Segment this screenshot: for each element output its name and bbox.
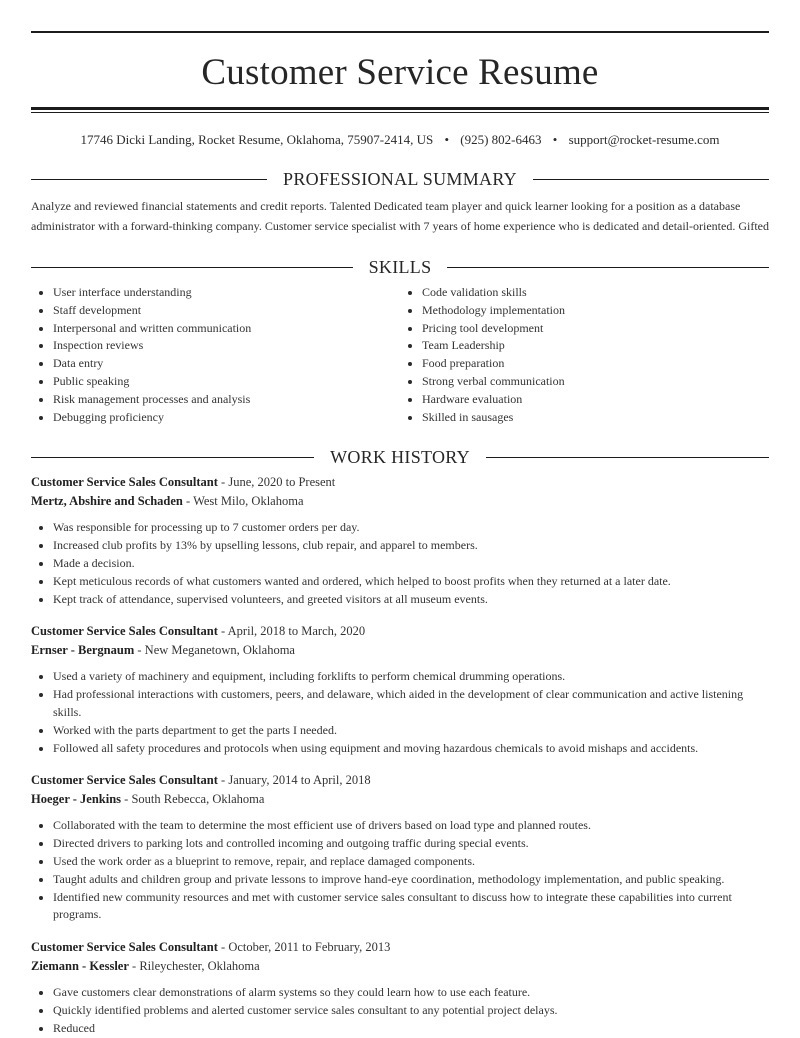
skills-heading — [31, 256, 769, 278]
job-company-line: Ziemann - Kessler - Rileychester, Oklahoma — [31, 959, 260, 974]
skill-item: Risk management processes and analysis — [53, 391, 400, 409]
job-entry — [31, 473, 769, 608]
work-history — [31, 473, 769, 1037]
skill-item: Data entry — [53, 355, 400, 373]
skill-item: Pricing tool development — [422, 320, 769, 338]
skill-item: Staff development — [53, 302, 400, 320]
job-title: Customer Service Sales Consultant — [31, 475, 218, 490]
bullet-separator: • — [552, 132, 558, 147]
skill-item: Public speaking — [53, 373, 400, 391]
skill-item: Code validation skills — [422, 284, 769, 302]
job-bullet: Gave customers clear demonstrations of alarm systems so they could learn how to use each feature. — [53, 984, 769, 1002]
skill-item: Team Leadership — [422, 337, 769, 355]
job-bullet: Followed all safety procedures and protocols when using equipment and moving hazardous chemicals to avoid mishaps and accidents. — [53, 740, 769, 758]
job-bullets — [31, 668, 769, 757]
skills-column-left — [31, 284, 400, 426]
job-bullet: Taught adults and children group and private lessons to improve hand-eye coordination, methodology implementation, and public speaking. — [53, 871, 769, 889]
job-bullet: Identified new community resources and met with customer service sales consultant to discuss how to integrate these capabilities into current programs. — [53, 889, 769, 925]
contact-phone: (925) 802-6463 — [460, 132, 542, 147]
summary-heading-label: PROFESSIONAL SUMMARY — [283, 168, 517, 189]
skill-item: Skilled in sausages — [422, 409, 769, 427]
top-rule — [31, 31, 769, 33]
skill-item: Hardware evaluation — [422, 391, 769, 409]
job-entry — [31, 622, 769, 757]
job-title-line: Customer Service Sales Consultant - January, 2014 to April, 2018 — [31, 773, 371, 788]
job-location: South Rebecca, Oklahoma — [131, 792, 265, 807]
job-entry — [31, 938, 769, 1037]
job-entry — [31, 771, 769, 924]
job-company-line: Hoeger - Jenkins - South Rebecca, Oklahoma — [31, 792, 265, 807]
skill-item: Food preparation — [422, 355, 769, 373]
skills-heading-label: SKILLS — [368, 256, 432, 277]
job-bullet: Used the work order as a blueprint to remove, repair, and replace damaged components. — [53, 853, 769, 871]
skill-item: Debugging proficiency — [53, 409, 400, 427]
job-location: New Meganetown, Oklahoma — [144, 643, 295, 658]
job-company: Ernser - Bergnaum — [31, 643, 135, 658]
job-title: Customer Service Sales Consultant — [31, 773, 218, 788]
job-location: West Milo, Oklahoma — [193, 494, 304, 509]
skill-item: Inspection reviews — [53, 337, 400, 355]
work-heading — [31, 446, 769, 468]
job-bullet: Made a decision. — [53, 555, 769, 573]
job-company: Mertz, Abshire and Schaden — [31, 494, 183, 509]
job-title: Customer Service Sales Consultant — [31, 624, 218, 639]
job-dates: June, 2020 to Present — [228, 475, 336, 490]
job-dates: January, 2014 to April, 2018 — [228, 773, 371, 788]
job-company: Hoeger - Jenkins — [31, 792, 122, 807]
summary-text: Analyze and reviewed financial statements and credit reports. Talented Dedicated team player and quick learner looking for a position as a database administrator with a forward-thinking company. Customer service specialist with 7 years of home experience who is dedicated and detail-oriented. Gifted — [31, 199, 769, 233]
job-title-line: Customer Service Sales Consultant - October, 2011 to February, 2013 — [31, 940, 391, 955]
contact-address: 17746 Dicki Landing, Rocket Resume, Oklahoma, 75907-2414, US — [80, 132, 434, 147]
job-title: Customer Service Sales Consultant — [31, 940, 218, 955]
job-bullet: Had professional interactions with customers, peers, and delaware, which aided in the development of clear communication and active listening skills. — [53, 686, 769, 722]
contact-email: support@rocket-resume.com — [568, 132, 720, 147]
job-bullet: Reduced — [53, 1020, 769, 1038]
job-bullet: Directed drivers to parking lots and controlled incoming and outgoing traffic during special events. — [53, 835, 769, 853]
job-company: Ziemann - Kessler — [31, 959, 129, 974]
job-bullets — [31, 519, 769, 608]
resume-title: Customer Service Resume — [201, 52, 599, 93]
job-bullet: Used a variety of machinery and equipment, including forklifts to perform chemical drumming operations. — [53, 668, 769, 686]
job-company-line: Mertz, Abshire and Schaden - West Milo, Oklahoma — [31, 494, 304, 509]
job-bullet: Was responsible for processing up to 7 customer orders per day. — [53, 519, 769, 537]
job-bullet: Increased club profits by 13% by upselling lessons, club repair, and apparel to members. — [53, 537, 769, 555]
skill-item: User interface understanding — [53, 284, 400, 302]
skills-list — [31, 284, 769, 426]
job-bullets — [31, 984, 769, 1037]
job-bullet: Collaborated with the team to determine the most efficient use of drivers based on load type and planned routes. — [53, 817, 769, 835]
contact-line — [31, 132, 769, 148]
bullet-separator: • — [444, 132, 450, 147]
job-dates: October, 2011 to February, 2013 — [228, 940, 391, 955]
job-bullet: Kept track of attendance, supervised volunteers, and greeted visitors at all museum events. — [53, 591, 769, 609]
job-company-line: Ernser - Bergnaum - New Meganetown, Oklahoma — [31, 643, 295, 658]
skill-item: Methodology implementation — [422, 302, 769, 320]
title-double-rule — [31, 107, 769, 113]
skill-item: Strong verbal communication — [422, 373, 769, 391]
job-bullets — [31, 817, 769, 924]
job-location: Rileychester, Oklahoma — [139, 959, 260, 974]
job-title-line: Customer Service Sales Consultant - April, 2018 to March, 2020 — [31, 624, 366, 639]
summary-heading — [31, 168, 769, 190]
skill-item: Interpersonal and written communication — [53, 320, 400, 338]
job-bullet: Quickly identified problems and alerted customer service sales consultant to any potential project delays. — [53, 1002, 769, 1020]
resume-page — [31, 0, 769, 1038]
job-dates: April, 2018 to March, 2020 — [227, 624, 366, 639]
work-heading-label: WORK HISTORY — [330, 446, 470, 467]
job-bullet: Worked with the parts department to get the parts I needed. — [53, 722, 769, 740]
skills-column-right — [400, 284, 769, 426]
job-title-line: Customer Service Sales Consultant - June, 2020 to Present — [31, 475, 336, 490]
job-bullet: Kept meticulous records of what customers wanted and ordered, which helped to boost profits when they returned at a later date. — [53, 573, 769, 591]
